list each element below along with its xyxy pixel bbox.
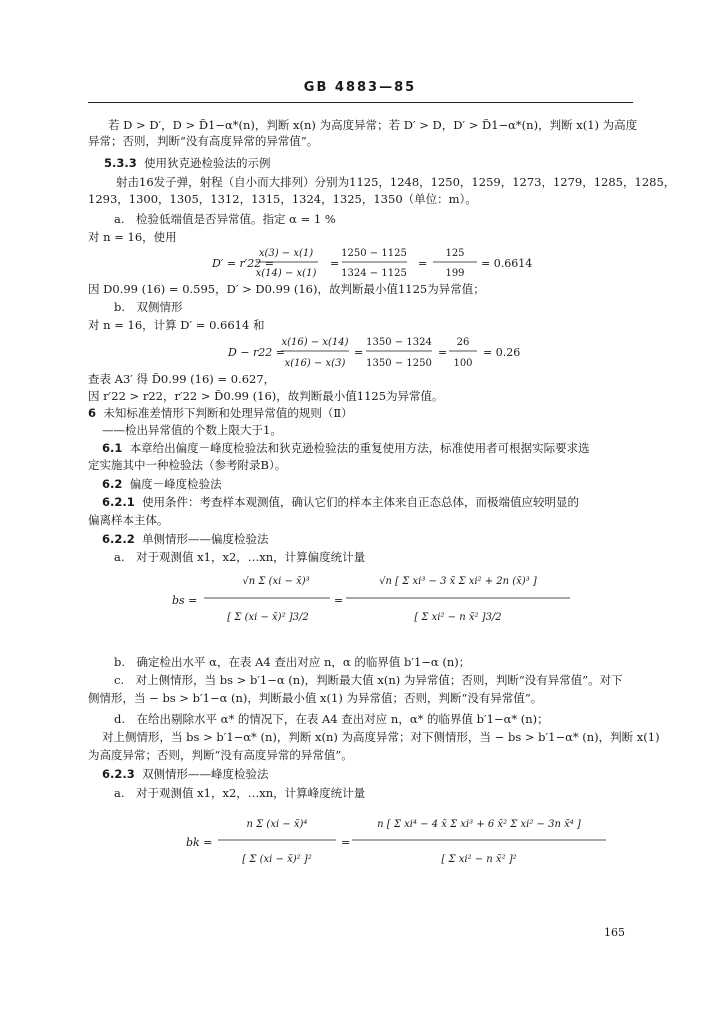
text-line: 因 D0.99 (16) = 0.595，D′ > D0.99 (16)，故判断最小值1125为异常值；: [88, 282, 485, 296]
text-line: 定实施其中一种检验法（参考附录B）。: [88, 458, 287, 472]
formula-numerator: √n Σ (xi − x̄)³: [242, 576, 310, 587]
text-line: c. 对上侧情形，当 bs > b′1−α (n)，判断最大值 x(n) 为异常值；否则，判断“没有异常值”。对下: [114, 673, 623, 687]
text-line: 射击16发子弹，射程（自小而大排列）分别为1125，1248，1250，1259，1273，1279，1285，1285，: [116, 175, 676, 189]
formula-numerator: 125: [445, 248, 465, 259]
formula-numerator: 1350 − 1324: [366, 337, 432, 348]
text-line: b. 确定检出水平 α，在表 A4 查出对应 n，α 的临界值 b′1−α (n)；: [114, 655, 471, 669]
text-line: 异常；否则，判断“没有高度异常的异常值”。: [88, 134, 319, 148]
text-line: 1293，1300，1305，1312，1315，1324，1325，1350（单位：m）。: [88, 192, 477, 206]
text-line: 若 D > D′，D > D̃1−α*(n)，判断 x(n) 为高度异常；若 D′ > D，D′ > D̃1−α*(n)，判断 x(1) 为高度: [108, 118, 638, 132]
formula-denominator: [ Σ (xi − x̄)² ]3/2: [227, 612, 309, 623]
text-line: 查表 A3′ 得 D̃0.99 (16) = 0.627，: [88, 372, 276, 386]
section-number: 5.3.3: [104, 156, 137, 170]
formula-lhs: bs =: [172, 594, 198, 607]
text-line: 对 n = 16，计算 D′ = 0.6614 和: [88, 318, 265, 332]
formula-result: = 0.6614: [481, 257, 533, 270]
text-line: a. 对于观测值 x1，x2，…xn，计算峰度统计量: [114, 786, 366, 800]
formula-result: = 0.26: [483, 346, 521, 359]
text-line: ——检出异常值的个数上限大于1。: [102, 423, 282, 437]
formula-denominator: 100: [453, 358, 473, 369]
section-number: 6.1: [102, 441, 123, 455]
formula-lhs: D′ = r′22 =: [212, 257, 274, 270]
formula-lhs: bk =: [186, 836, 213, 849]
text-line: 对 n = 16，使用: [88, 230, 177, 244]
formula-numerator: 26: [456, 337, 470, 348]
section-title: 使用狄克逊检验法的示例: [144, 156, 271, 170]
equals-sign: =: [438, 346, 448, 359]
section-number: 6: [88, 406, 97, 420]
equals-sign: =: [418, 257, 428, 270]
formula-numerator: x(16) − x(14): [281, 337, 349, 348]
formula-numerator: √n [ Σ xi³ − 3 x̄ Σ xi² + 2n (x̄)³ ]: [379, 576, 537, 587]
text-line: b. 双侧情形: [114, 300, 183, 314]
equals-sign: =: [330, 257, 340, 270]
text-line: 因 r′22 > r22，r′22 > D̃0.99 (16)，故判断最小值1125为异常值。: [88, 389, 444, 403]
formula-denominator: x(16) − x(3): [284, 358, 346, 369]
formula-denominator: [ Σ xi² − n x̄² ]3/2: [414, 612, 502, 623]
formula-denominator: [ Σ xi² − n x̄² ]²: [441, 854, 517, 865]
formula-denominator: 199: [445, 268, 465, 279]
section-number: 6.2.2: [102, 532, 135, 546]
section-number: 6.2.1: [102, 495, 135, 509]
section-title: 使用条件：考查样本观测值，确认它们的样本主体来自正态总体，而极端值应较明显的: [142, 495, 580, 509]
text-line: a. 对于观测值 x1，x2，…xn，计算偏度统计量: [114, 550, 366, 564]
formula-lhs: D − r22 =: [228, 346, 285, 359]
section-number: 6.2.3: [102, 767, 135, 781]
text-line: 侧情形，当 − bs > b′1−α (n)，判断最小值 x(1) 为异常值；否则，判断“没有异常值”。: [88, 691, 543, 705]
section-title: 本章给出偏度－峰度检验法和狄克逊检验法的重复使用方法，标准使用者可根据实际要求选: [129, 441, 590, 455]
equals-sign: =: [334, 594, 344, 607]
text-line: d. 在给出剔除水平 α* 的情况下，在表 A4 查出对应 n，α* 的临界值 b′1−α* (n)；: [114, 712, 549, 726]
standard-code-header: GB 4883—85: [303, 80, 417, 95]
formula-numerator: n Σ (xi − x̄)⁴: [246, 819, 308, 830]
equals-sign: =: [341, 836, 351, 849]
formula-numerator: n [ Σ xi⁴ − 4 x̄ Σ xi³ + 6 x̄² Σ xi² − 3n x̄⁴ ]: [377, 819, 581, 830]
section-title: 双侧情形——峰度检验法: [142, 767, 269, 781]
text-line: 对上侧情形，当 bs > b′1−α* (n)，判断 x(n) 为高度异常；对下侧情形，当 − bs > b′1−α* (n)，判断 x(1): [102, 730, 660, 744]
formula-denominator: x(14) − x(1): [255, 268, 317, 279]
formula-numerator: x(3) − x(1): [258, 248, 314, 259]
page-number: 165: [604, 926, 625, 939]
section-title: 单侧情形——偏度检验法: [142, 532, 269, 546]
formula-numerator: 1250 − 1125: [341, 248, 407, 259]
section-title: 偏度－峰度检验法: [129, 477, 222, 491]
formula-denominator: [ Σ (xi − x̄)² ]²: [242, 854, 312, 865]
text-line: 为高度异常；否则，判断“没有高度异常的异常值”。: [88, 748, 353, 762]
section-number: 6.2: [102, 477, 123, 491]
equals-sign: =: [354, 346, 364, 359]
formula-denominator: 1350 − 1250: [366, 358, 432, 369]
section-title: 未知标准差情形下判断和处理异常值的规则（Ⅱ）: [103, 406, 353, 420]
text-line: 偏离样本主体。: [88, 513, 169, 527]
formula-denominator: 1324 − 1125: [341, 268, 407, 279]
text-line: a. 检验低端值是否异常值。指定 α = 1 %: [114, 212, 336, 226]
